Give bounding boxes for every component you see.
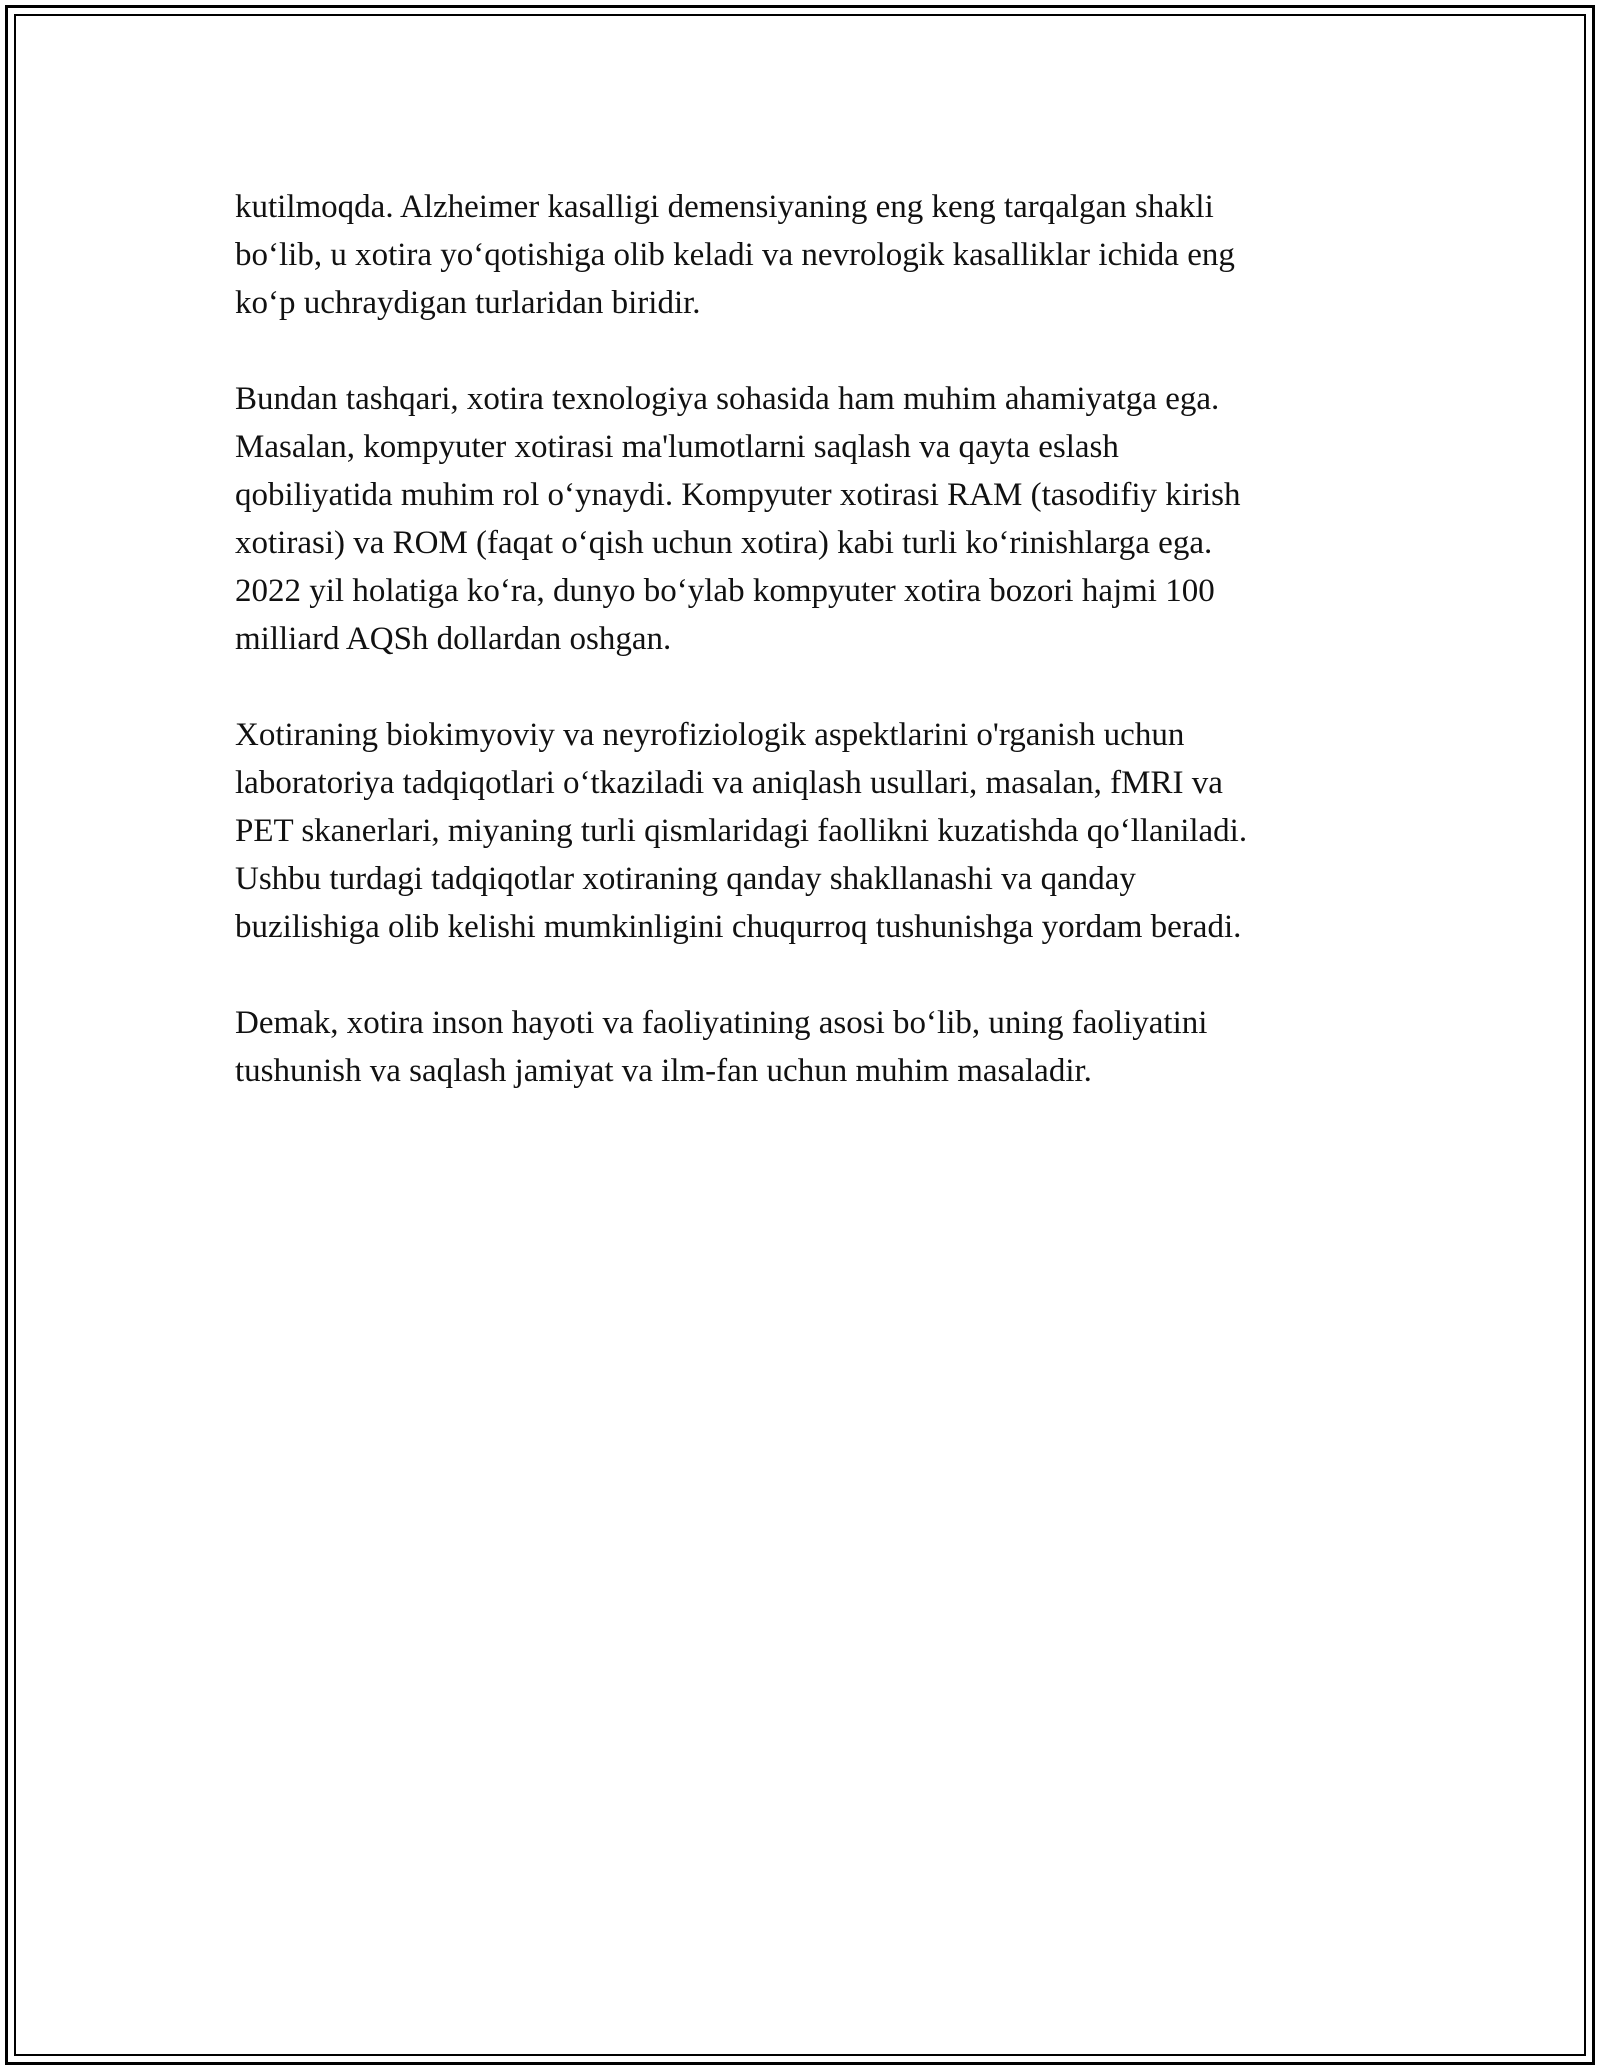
paragraph: [235, 183, 1385, 327]
text-line: kutilmoqda. Alzheimer kasalligi demensiyaning eng keng tarqalgan shakli: [235, 189, 1214, 225]
text-line: Masalan, kompyuter xotirasi ma'lumotlarni saqlash va qayta eslash: [235, 429, 1119, 465]
text-line: ko‘p uchraydigan turlaridan biridir.: [235, 285, 701, 321]
text-line: PET skanerlari, miyaning turli qismlaridagi faollikni kuzatishda qo‘llaniladi.: [235, 813, 1248, 849]
paragraph: [235, 711, 1385, 951]
text-line: laboratoriya tadqiqotlari o‘tkaziladi va aniqlash usullari, masalan, fMRI va: [235, 765, 1223, 801]
text-line: Ushbu turdagi tadqiqotlar xotiraning qanday shakllanashi va qanday: [235, 861, 1136, 897]
text-line: bo‘lib, u xotira yo‘qotishiga olib keladi va nevrologik kasalliklar ichida eng: [235, 237, 1235, 273]
text-line: 2022 yil holatiga ko‘ra, dunyo bo‘ylab kompyuter xotira bozori hajmi 100: [235, 573, 1215, 609]
text-line: Bundan tashqari, xotira texnologiya sohasida ham muhim ahamiyatga ega.: [235, 381, 1220, 417]
document-body: [235, 183, 1385, 1143]
paragraph: [235, 375, 1385, 663]
text-line: xotirasi) va ROM (faqat o‘qish uchun xotira) kabi turli ko‘rinishlarga ega.: [235, 525, 1213, 561]
text-line: Xotiraning biokimyoviy va neyrofiziologik aspektlarini o'rganish uchun: [235, 717, 1185, 753]
text-line: qobiliyatida muhim rol o‘ynaydi. Kompyuter xotirasi RAM (tasodifiy kirish: [235, 477, 1241, 513]
text-line: tushunish va saqlash jamiyat va ilm-fan uchun muhim masaladir.: [235, 1053, 1092, 1089]
text-line: Demak, xotira inson hayoti va faoliyatining asosi bo‘lib, uning faoliyatini: [235, 1005, 1208, 1041]
text-line: buzilishiga olib kelishi mumkinligini chuqurroq tushunishga yordam beradi.: [235, 909, 1242, 945]
paragraph: [235, 999, 1385, 1095]
text-line: milliard AQSh dollardan oshgan.: [235, 621, 672, 657]
